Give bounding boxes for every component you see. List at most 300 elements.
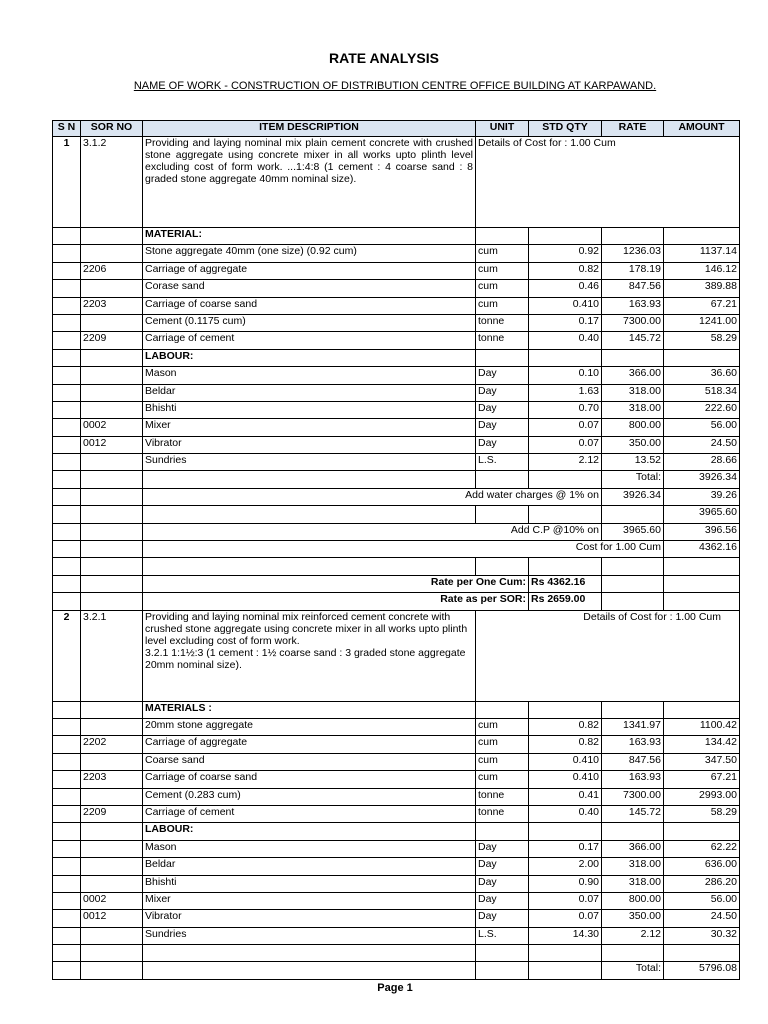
sor-cell: 0012 bbox=[81, 436, 143, 453]
sn-cell bbox=[53, 840, 81, 857]
table-row bbox=[53, 454, 740, 471]
sn-cell bbox=[53, 541, 81, 558]
unit-cell bbox=[476, 471, 529, 488]
sn-cell bbox=[53, 701, 81, 718]
table-row bbox=[53, 910, 740, 927]
sor-cell bbox=[81, 753, 143, 770]
sn-cell bbox=[53, 367, 81, 384]
unit-cell: Day bbox=[476, 910, 529, 927]
table-row bbox=[53, 805, 740, 822]
sn-cell bbox=[53, 736, 81, 753]
rate-cell: 178.19 bbox=[602, 262, 664, 279]
amount-cell: 146.12 bbox=[664, 262, 740, 279]
item-cell: Mason bbox=[143, 367, 476, 384]
amount-cell: 286.20 bbox=[664, 875, 740, 892]
table-row bbox=[53, 892, 740, 909]
item1-cost-row bbox=[53, 541, 740, 558]
table-row bbox=[53, 840, 740, 857]
unit-cell: cum bbox=[476, 753, 529, 770]
table-row bbox=[53, 771, 740, 788]
amount-cell: 36.60 bbox=[664, 367, 740, 384]
item-cell: Sundries bbox=[143, 454, 476, 471]
unit-cell bbox=[476, 962, 529, 979]
unit-cell bbox=[476, 823, 529, 840]
item-cell: Stone aggregate 40mm (one size) (0.92 cum) bbox=[143, 245, 476, 262]
amount-cell bbox=[664, 823, 740, 840]
item-cell: Bhishti bbox=[143, 875, 476, 892]
item-cell: Beldar bbox=[143, 384, 476, 401]
qty-cell: 0.41 bbox=[529, 788, 602, 805]
item2-description-row bbox=[53, 610, 740, 701]
amount-cell: 67.21 bbox=[664, 297, 740, 314]
sor-cell bbox=[81, 367, 143, 384]
sor-cell bbox=[81, 384, 143, 401]
item2-details: Details of Cost for : 1.00 Cum bbox=[476, 610, 740, 701]
sor-cell bbox=[81, 927, 143, 944]
sn-cell bbox=[53, 805, 81, 822]
sn-cell bbox=[53, 892, 81, 909]
unit-cell: tonne bbox=[476, 314, 529, 331]
item1-rate-per-row bbox=[53, 575, 740, 592]
item1-water-label: Add water charges @ 1% on bbox=[143, 488, 602, 505]
amount-cell: 30.32 bbox=[664, 927, 740, 944]
item2-material-label-row bbox=[53, 701, 740, 718]
item1-sor: 3.1.2 bbox=[81, 137, 143, 228]
unit-cell: L.S. bbox=[476, 927, 529, 944]
empty-cell bbox=[476, 558, 529, 575]
rate-cell: 145.72 bbox=[602, 805, 664, 822]
empty-cell bbox=[53, 558, 81, 575]
page-title: RATE ANALYSIS bbox=[329, 50, 439, 66]
item-cell: Mason bbox=[143, 840, 476, 857]
item-cell: Carriage of aggregate bbox=[143, 262, 476, 279]
qty-cell bbox=[529, 962, 602, 979]
item1-water-amount: 39.26 bbox=[664, 488, 740, 505]
header-rate: RATE bbox=[602, 121, 664, 137]
amount-cell: 62.22 bbox=[664, 840, 740, 857]
sor-cell bbox=[81, 349, 143, 366]
rate-cell bbox=[602, 701, 664, 718]
unit-cell: cum bbox=[476, 297, 529, 314]
sn-cell bbox=[53, 506, 81, 523]
sor-cell: 2209 bbox=[81, 332, 143, 349]
qty-cell: 0.92 bbox=[529, 245, 602, 262]
item-cell: Vibrator bbox=[143, 910, 476, 927]
rate-cell bbox=[602, 823, 664, 840]
rate-cell: 847.56 bbox=[602, 280, 664, 297]
item2-labour-label: LABOUR: bbox=[143, 823, 476, 840]
unit-cell: L.S. bbox=[476, 454, 529, 471]
amount-cell: 58.29 bbox=[664, 805, 740, 822]
qty-cell bbox=[529, 349, 602, 366]
sn-cell bbox=[53, 471, 81, 488]
sn-cell bbox=[53, 858, 81, 875]
item1-rate-sor-value: Rs 2659.00 bbox=[529, 593, 602, 610]
unit-cell bbox=[476, 349, 529, 366]
amount-cell: 56.00 bbox=[664, 419, 740, 436]
table-row bbox=[53, 858, 740, 875]
table-row bbox=[53, 332, 740, 349]
sor-cell bbox=[81, 401, 143, 418]
qty-cell: 0.82 bbox=[529, 718, 602, 735]
table-row bbox=[53, 314, 740, 331]
item1-cp-base: 3965.60 bbox=[602, 523, 664, 540]
sn-cell bbox=[53, 419, 81, 436]
qty-cell: 0.07 bbox=[529, 910, 602, 927]
qty-cell bbox=[529, 506, 602, 523]
rate-cell: 145.72 bbox=[602, 332, 664, 349]
amount-cell: 58.29 bbox=[664, 332, 740, 349]
item1-water-base: 3926.34 bbox=[602, 488, 664, 505]
sor-cell bbox=[81, 314, 143, 331]
sn-cell bbox=[53, 401, 81, 418]
item2-sn: 2 bbox=[53, 610, 81, 701]
item2-description bbox=[143, 610, 476, 701]
sn-cell bbox=[53, 349, 81, 366]
table-row bbox=[53, 753, 740, 770]
rate-cell: 800.00 bbox=[602, 892, 664, 909]
qty-cell bbox=[529, 701, 602, 718]
sn-cell bbox=[53, 454, 81, 471]
sn-cell bbox=[53, 245, 81, 262]
sor-cell: 0012 bbox=[81, 910, 143, 927]
qty-cell: 0.40 bbox=[529, 332, 602, 349]
sor-cell: 2209 bbox=[81, 805, 143, 822]
item1-cost-label: Cost for 1.00 Cum bbox=[143, 541, 664, 558]
unit-cell: cum bbox=[476, 245, 529, 262]
item1-cp-label: Add C.P @10% on bbox=[143, 523, 602, 540]
rate-cell: 163.93 bbox=[602, 736, 664, 753]
qty-cell: 0.10 bbox=[529, 367, 602, 384]
item-cell: Carriage of aggregate bbox=[143, 736, 476, 753]
sor-cell bbox=[81, 840, 143, 857]
qty-cell: 0.40 bbox=[529, 805, 602, 822]
unit-cell: tonne bbox=[476, 332, 529, 349]
rate-cell: 13.52 bbox=[602, 454, 664, 471]
item1-subtotal: 3965.60 bbox=[664, 506, 740, 523]
qty-cell bbox=[529, 823, 602, 840]
unit-cell: Day bbox=[476, 401, 529, 418]
header-sor: SOR NO bbox=[81, 121, 143, 137]
header-amount: AMOUNT bbox=[664, 121, 740, 137]
unit-cell: tonne bbox=[476, 805, 529, 822]
empty-cell bbox=[602, 558, 664, 575]
qty-cell: 0.70 bbox=[529, 401, 602, 418]
rate-cell: 2.12 bbox=[602, 927, 664, 944]
table-row bbox=[53, 419, 740, 436]
qty-cell: 0.07 bbox=[529, 892, 602, 909]
rate-cell: 800.00 bbox=[602, 419, 664, 436]
rate-cell: 318.00 bbox=[602, 384, 664, 401]
item-cell: Bhishti bbox=[143, 401, 476, 418]
amount-cell: 222.60 bbox=[664, 401, 740, 418]
empty-row bbox=[53, 945, 740, 962]
sor-cell bbox=[81, 575, 143, 592]
qty-cell: 14.30 bbox=[529, 927, 602, 944]
item-cell: 20mm stone aggregate bbox=[143, 718, 476, 735]
item-cell: Coarse sand bbox=[143, 753, 476, 770]
rate-cell: 7300.00 bbox=[602, 788, 664, 805]
sor-cell: 0002 bbox=[81, 892, 143, 909]
unit-cell: Day bbox=[476, 875, 529, 892]
header-qty: STD QTY bbox=[529, 121, 602, 137]
table-header bbox=[53, 121, 740, 137]
amount-cell: 347.50 bbox=[664, 753, 740, 770]
sor-cell bbox=[81, 541, 143, 558]
sn-cell bbox=[53, 314, 81, 331]
amount-cell: 1241.00 bbox=[664, 314, 740, 331]
empty-row bbox=[53, 558, 740, 575]
rate-cell: 7300.00 bbox=[602, 314, 664, 331]
empty-cell bbox=[476, 945, 529, 962]
qty-cell: 0.410 bbox=[529, 297, 602, 314]
item1-total-row bbox=[53, 471, 740, 488]
item1-subtotal-row bbox=[53, 506, 740, 523]
header-unit: UNIT bbox=[476, 121, 529, 137]
sn-cell bbox=[53, 262, 81, 279]
rate-cell: 318.00 bbox=[602, 875, 664, 892]
sn-cell bbox=[53, 436, 81, 453]
item2-total-label: Total: bbox=[602, 962, 664, 979]
item-cell: Corase sand bbox=[143, 280, 476, 297]
empty-cell bbox=[53, 945, 81, 962]
amount-cell: 1100.42 bbox=[664, 718, 740, 735]
amount-cell bbox=[664, 701, 740, 718]
item2-total: 5796.08 bbox=[664, 962, 740, 979]
item1-description-row bbox=[53, 137, 740, 228]
sor-cell bbox=[81, 701, 143, 718]
sor-cell: 0002 bbox=[81, 419, 143, 436]
table-row bbox=[53, 280, 740, 297]
amount-cell: 24.50 bbox=[664, 436, 740, 453]
table-row bbox=[53, 736, 740, 753]
item1-cp-row bbox=[53, 523, 740, 540]
sn-cell bbox=[53, 297, 81, 314]
empty-cell bbox=[529, 945, 602, 962]
amount-cell: 1137.14 bbox=[664, 245, 740, 262]
rate-cell bbox=[602, 593, 664, 610]
item1-cost-amount: 4362.16 bbox=[664, 541, 740, 558]
item1-rate-sor-row bbox=[53, 593, 740, 610]
sn-cell bbox=[53, 523, 81, 540]
rate-cell: 350.00 bbox=[602, 436, 664, 453]
rate-cell: 318.00 bbox=[602, 401, 664, 418]
amount-cell bbox=[664, 593, 740, 610]
item-cell: Vibrator bbox=[143, 436, 476, 453]
sn-cell bbox=[53, 962, 81, 979]
sn-cell bbox=[53, 280, 81, 297]
table-row bbox=[53, 718, 740, 735]
qty-cell: 0.82 bbox=[529, 736, 602, 753]
sor-cell bbox=[81, 471, 143, 488]
qty-cell: 0.17 bbox=[529, 840, 602, 857]
item1-labour-label: LABOUR: bbox=[143, 349, 476, 366]
sn-cell bbox=[53, 488, 81, 505]
unit-cell: cum bbox=[476, 280, 529, 297]
item-cell: Cement (0.283 cum) bbox=[143, 788, 476, 805]
rate-cell: 366.00 bbox=[602, 840, 664, 857]
item1-description: Providing and laying nominal mix plain cement concrete with crushed stone aggregate using concrete mixer in all works upto plinth level excluding cost of form work. ...1:4:8 (1 cement : 4 coarse sand : 8 graded stone aggregate 40mm nominal size). bbox=[143, 137, 476, 228]
item-cell bbox=[143, 962, 476, 979]
qty-cell: 2.00 bbox=[529, 858, 602, 875]
amount-cell: 134.42 bbox=[664, 736, 740, 753]
empty-cell bbox=[81, 558, 143, 575]
qty-cell: 0.07 bbox=[529, 436, 602, 453]
sn-cell bbox=[53, 823, 81, 840]
item-cell bbox=[143, 506, 476, 523]
item2-sor: 3.2.1 bbox=[81, 610, 143, 701]
rate-cell: 366.00 bbox=[602, 367, 664, 384]
item1-material-label-row bbox=[53, 228, 740, 245]
qty-cell: 0.07 bbox=[529, 419, 602, 436]
rate-cell: 1341.97 bbox=[602, 718, 664, 735]
sor-cell: 2203 bbox=[81, 771, 143, 788]
rate-cell: 163.93 bbox=[602, 297, 664, 314]
qty-cell: 2.12 bbox=[529, 454, 602, 471]
empty-cell bbox=[664, 558, 740, 575]
unit-cell: Day bbox=[476, 892, 529, 909]
empty-cell bbox=[81, 945, 143, 962]
sor-cell bbox=[81, 718, 143, 735]
table-row bbox=[53, 788, 740, 805]
sn-cell bbox=[53, 771, 81, 788]
item1-total-label: Total: bbox=[602, 471, 664, 488]
qty-cell: 0.82 bbox=[529, 262, 602, 279]
item-cell: Carriage of cement bbox=[143, 805, 476, 822]
unit-cell: Day bbox=[476, 858, 529, 875]
amount-cell: 24.50 bbox=[664, 910, 740, 927]
unit-cell: Day bbox=[476, 840, 529, 857]
item1-rate-sor-label: Rate as per SOR: bbox=[143, 593, 529, 610]
sor-cell: 2203 bbox=[81, 297, 143, 314]
item2-material-label: MATERIALS : bbox=[143, 701, 476, 718]
sn-cell bbox=[53, 384, 81, 401]
rate-cell: 1236.03 bbox=[602, 245, 664, 262]
unit-cell: cum bbox=[476, 262, 529, 279]
sn-cell bbox=[53, 875, 81, 892]
item-cell: Mixer bbox=[143, 892, 476, 909]
empty-cell bbox=[602, 945, 664, 962]
unit-cell: cum bbox=[476, 771, 529, 788]
item-cell: Cement (0.1175 cum) bbox=[143, 314, 476, 331]
amount-cell: 518.34 bbox=[664, 384, 740, 401]
item-cell: Carriage of cement bbox=[143, 332, 476, 349]
amount-cell: 389.88 bbox=[664, 280, 740, 297]
empty-cell bbox=[143, 945, 476, 962]
unit-cell: Day bbox=[476, 436, 529, 453]
item1-labour-label-row bbox=[53, 349, 740, 366]
item-cell: Beldar bbox=[143, 858, 476, 875]
item-cell: Sundries bbox=[143, 927, 476, 944]
qty-cell bbox=[529, 471, 602, 488]
qty-cell: 0.410 bbox=[529, 753, 602, 770]
sor-cell: 2202 bbox=[81, 736, 143, 753]
item1-sn: 1 bbox=[53, 137, 81, 228]
table-row bbox=[53, 875, 740, 892]
sor-cell bbox=[81, 506, 143, 523]
qty-cell: 1.63 bbox=[529, 384, 602, 401]
sn-cell bbox=[53, 593, 81, 610]
item1-material-label: MATERIAL: bbox=[143, 228, 476, 245]
sor-cell bbox=[81, 823, 143, 840]
empty-cell bbox=[143, 558, 476, 575]
item1-rate-per-value: Rs 4362.16 bbox=[529, 575, 602, 592]
sor-cell: 2206 bbox=[81, 262, 143, 279]
amount-cell: 2993.00 bbox=[664, 788, 740, 805]
sor-cell bbox=[81, 962, 143, 979]
item1-details: Details of Cost for : 1.00 Cum bbox=[476, 137, 740, 228]
sor-cell bbox=[81, 488, 143, 505]
sn-cell bbox=[53, 927, 81, 944]
sor-cell bbox=[81, 875, 143, 892]
item1-rate-per-label: Rate per One Cum: bbox=[143, 575, 529, 592]
sor-cell bbox=[81, 593, 143, 610]
unit-cell: tonne bbox=[476, 788, 529, 805]
amount-cell: 56.00 bbox=[664, 892, 740, 909]
item2-total-row bbox=[53, 962, 740, 979]
table-row bbox=[53, 367, 740, 384]
table-row bbox=[53, 927, 740, 944]
unit-cell bbox=[476, 701, 529, 718]
table-row bbox=[53, 401, 740, 418]
rate-cell: 350.00 bbox=[602, 910, 664, 927]
sn-cell bbox=[53, 332, 81, 349]
item-cell: Carriage of coarse sand bbox=[143, 771, 476, 788]
rate-cell bbox=[602, 506, 664, 523]
rate-cell bbox=[602, 575, 664, 592]
rate-cell: 163.93 bbox=[602, 771, 664, 788]
amount-cell bbox=[664, 575, 740, 592]
amount-cell: 28.66 bbox=[664, 454, 740, 471]
item2-description-a: Providing and laying nominal mix reinforced cement concrete with crushed stone aggregate using concrete mixer in all works upto plinth level excluding cost of form work. bbox=[145, 610, 468, 647]
amount-cell: 67.21 bbox=[664, 771, 740, 788]
sor-cell bbox=[81, 788, 143, 805]
qty-cell: 0.90 bbox=[529, 875, 602, 892]
sor-cell bbox=[81, 245, 143, 262]
unit-cell: Day bbox=[476, 367, 529, 384]
unit-cell: cum bbox=[476, 718, 529, 735]
sn-cell bbox=[53, 575, 81, 592]
rate-cell: 847.56 bbox=[602, 753, 664, 770]
table-row bbox=[53, 245, 740, 262]
item1-cp-amount: 396.56 bbox=[664, 523, 740, 540]
item-cell bbox=[143, 471, 476, 488]
sor-cell bbox=[81, 454, 143, 471]
qty-cell: 0.46 bbox=[529, 280, 602, 297]
item-cell: Carriage of coarse sand bbox=[143, 297, 476, 314]
page-footer: Page 1 bbox=[377, 982, 413, 994]
item2-description-b: 3.2.1 1:1½:3 (1 cement : 1½ coarse sand : 3 graded stone aggregate 20mm nominal size). bbox=[145, 646, 466, 671]
table-row bbox=[53, 262, 740, 279]
empty-cell bbox=[529, 558, 602, 575]
amount-cell bbox=[664, 349, 740, 366]
item1-water-row bbox=[53, 488, 740, 505]
amount-cell: 636.00 bbox=[664, 858, 740, 875]
rate-cell bbox=[602, 349, 664, 366]
table-row bbox=[53, 297, 740, 314]
table-row bbox=[53, 384, 740, 401]
qty-cell: 0.410 bbox=[529, 771, 602, 788]
unit-cell: cum bbox=[476, 736, 529, 753]
name-of-work: NAME OF WORK - CONSTRUCTION OF DISTRIBUTION CENTRE OFFICE BUILDING AT KARPAWAND. bbox=[133, 80, 657, 92]
header-item: ITEM DESCRIPTION bbox=[143, 121, 476, 137]
sn-cell bbox=[53, 718, 81, 735]
item2-labour-label-row bbox=[53, 823, 740, 840]
sn-cell bbox=[53, 788, 81, 805]
item1-total: 3926.34 bbox=[664, 471, 740, 488]
unit-cell: Day bbox=[476, 384, 529, 401]
item-cell: Mixer bbox=[143, 419, 476, 436]
